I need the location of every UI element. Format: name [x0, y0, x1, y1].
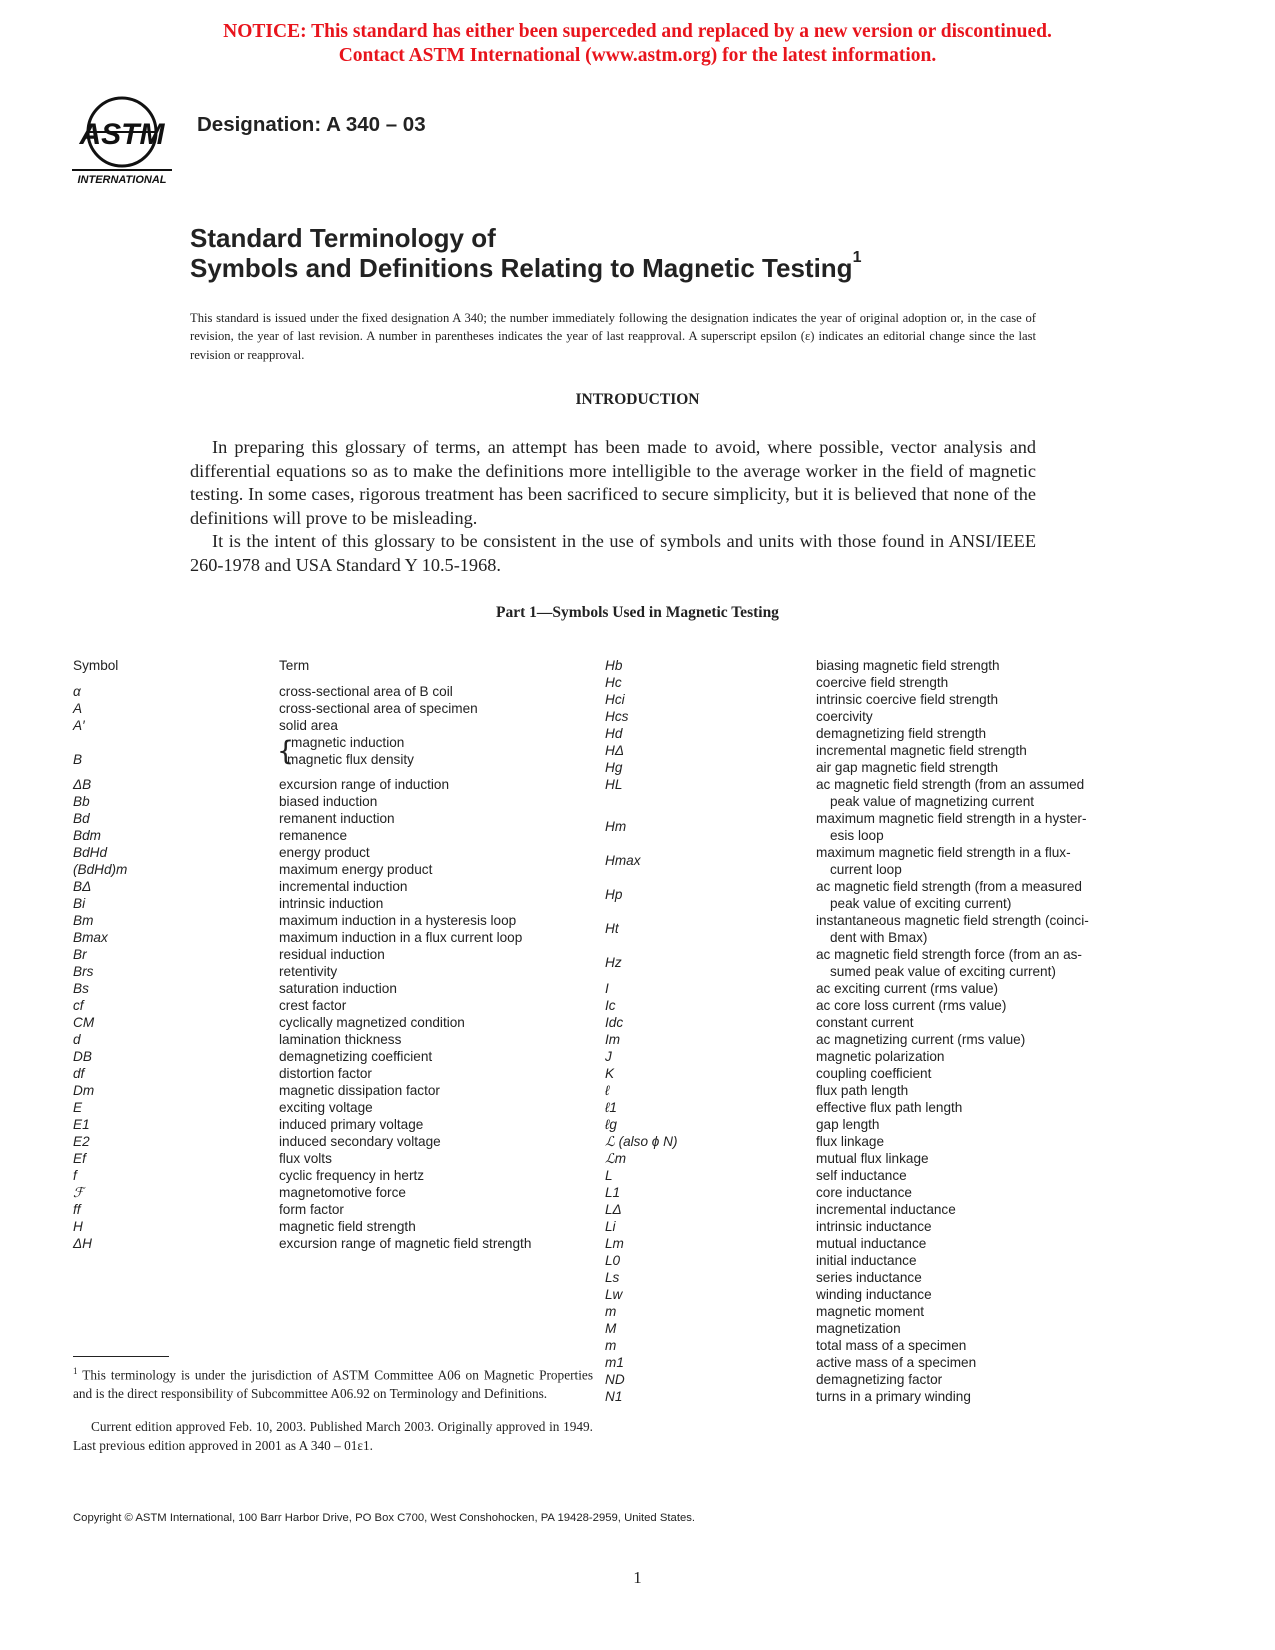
left-term: crest factor: [279, 998, 347, 1013]
intro-p2-text: It is the intent of this glossary to be consistent in the use of symbols and units with those found in ANSI/IEEE 260-1978 and USA Standard Y 10.5-1968.: [190, 531, 1036, 575]
left-symbol: ff: [73, 1202, 81, 1217]
right-term: maximum magnetic field strength in a hyster-: [816, 811, 1087, 826]
left-term: cyclically magnetized condition: [279, 1015, 465, 1030]
right-term-line2: dent with Bmax): [830, 930, 928, 945]
right-term: magnetization: [816, 1321, 901, 1336]
right-symbol: Hcs: [605, 709, 629, 724]
left-symbol: Br: [73, 947, 87, 962]
introduction-paragraph-1: [190, 436, 1036, 530]
left-symbol: (BdHd)m: [73, 862, 128, 877]
right-symbol: Hp: [605, 887, 623, 902]
left-symbol: A′: [73, 718, 85, 733]
symbol-header: Symbol: [73, 658, 119, 673]
right-term: flux path length: [816, 1083, 909, 1098]
title-line-1: Standard Terminology of: [190, 223, 496, 253]
right-symbol: Idc: [605, 1015, 624, 1030]
left-symbol: BdHd: [73, 845, 108, 860]
right-term: intrinsic coercive field strength: [816, 692, 999, 707]
left-term: excursion range of induction: [279, 777, 450, 792]
right-term: active mass of a specimen: [816, 1355, 977, 1370]
right-symbol: ℒ (also ϕ N): [605, 1134, 678, 1149]
left-term: distortion factor: [279, 1066, 372, 1081]
right-term: ac exciting current (rms value): [816, 981, 999, 996]
right-symbol: LΔ: [605, 1202, 622, 1217]
left-term: maximum induction in a hysteresis loop: [279, 913, 517, 928]
left-symbol: A: [73, 701, 83, 716]
left-term: flux volts: [279, 1151, 332, 1166]
right-term: self inductance: [816, 1168, 907, 1183]
right-term: magnetic polarization: [816, 1049, 945, 1064]
right-term: total mass of a specimen: [816, 1338, 967, 1353]
right-term: demagnetizing factor: [816, 1372, 943, 1387]
left-term: induced primary voltage: [279, 1117, 424, 1132]
left-symbol: Brs: [73, 964, 94, 979]
logo-text: ASTM: [79, 118, 165, 151]
left-symbol: Bs: [73, 981, 89, 996]
right-term: incremental inductance: [816, 1202, 956, 1217]
right-term: core inductance: [816, 1185, 912, 1200]
right-term-line2: peak value of exciting current): [830, 896, 1012, 911]
right-term: ac magnetizing current (rms value): [816, 1032, 1026, 1047]
right-term: demagnetizing field strength: [816, 726, 987, 741]
left-term: biased induction: [279, 794, 378, 809]
left-symbol: d: [73, 1032, 81, 1047]
left-symbol: B: [73, 752, 83, 767]
footnote-2: [73, 1418, 593, 1455]
right-term: mutual inductance: [816, 1236, 927, 1251]
right-symbol: m: [605, 1338, 617, 1353]
page-number: 1: [633, 1568, 642, 1587]
right-term: flux linkage: [816, 1134, 885, 1149]
left-term: lamination thickness: [279, 1032, 402, 1047]
left-symbol: f: [73, 1168, 77, 1183]
left-symbol: CM: [73, 1015, 95, 1030]
logo-subtitle: INTERNATIONAL: [77, 174, 167, 186]
left-term: residual induction: [279, 947, 385, 962]
right-term: biasing magnetic field strength: [816, 658, 1000, 673]
left-term: excursion range of magnetic field strength: [279, 1236, 532, 1251]
left-symbol: E2: [73, 1134, 90, 1149]
left-term: incremental induction: [279, 879, 408, 894]
title-line-2-text: Symbols and Definitions Relating to Magnetic Testing: [190, 253, 853, 283]
left-term: magnetic induction: [291, 735, 405, 750]
part1-heading: Part 1—Symbols Used in Magnetic Testing: [496, 604, 779, 621]
copyright: Copyright © ASTM International, 100 Barr Harbor Drive, PO Box C700, West Conshohocken, PA 19428-2959, United States.: [73, 1512, 696, 1524]
footnote-1-text: This terminology is under the jurisdiction of ASTM Committee A06 on Magnetic Properties and is the direct responsibility of Subcommittee A06.92 on Terminology and Definitions.: [73, 1367, 593, 1401]
right-symbol: m: [605, 1304, 617, 1319]
right-symbol: I: [605, 981, 609, 996]
left-term: demagnetizing coefficient: [279, 1049, 433, 1064]
left-symbol: ΔH: [73, 1236, 92, 1251]
right-term: winding inductance: [816, 1287, 932, 1302]
right-symbol: Im: [605, 1032, 621, 1047]
left-symbol: Dm: [73, 1083, 95, 1098]
left-term: cross-sectional area of specimen: [279, 701, 478, 716]
left-symbol: Bi: [73, 896, 86, 911]
left-term-line2: magnetic flux density: [287, 752, 414, 767]
left-symbol: α: [73, 684, 81, 699]
right-symbol: L: [605, 1168, 613, 1183]
left-symbol: E: [73, 1100, 83, 1115]
right-term: series inductance: [816, 1270, 922, 1285]
left-term: magnetic dissipation factor: [279, 1083, 440, 1098]
left-term: saturation induction: [279, 981, 397, 996]
right-symbol: Ht: [605, 921, 619, 936]
right-symbol: Lm: [605, 1236, 624, 1251]
left-term: magnetic field strength: [279, 1219, 416, 1234]
right-term: coercivity: [816, 709, 873, 724]
left-term: maximum energy product: [279, 862, 433, 877]
left-term: remanent induction: [279, 811, 395, 826]
right-term: effective flux path length: [816, 1100, 963, 1115]
right-term: maximum magnetic field strength in a flux-: [816, 845, 1071, 860]
right-symbol: L1: [605, 1185, 621, 1200]
left-symbol: BΔ: [73, 879, 92, 894]
right-term: mutual flux linkage: [816, 1151, 929, 1166]
left-term: solid area: [279, 718, 338, 733]
right-symbol: Ic: [605, 998, 616, 1013]
footnote-2-text: Current edition approved Feb. 10, 2003. Published March 2003. Originally approved in 1949. Last previous edition approved in 2001 as A 340 – 01ε1.: [73, 1419, 593, 1453]
right-term: ac magnetic field strength (from a measured: [816, 879, 1082, 894]
right-symbol: Lw: [605, 1287, 623, 1302]
right-term: incremental magnetic field strength: [816, 743, 1027, 758]
footnote-1-marker: 1: [73, 1366, 78, 1376]
right-symbol: Hg: [605, 760, 623, 775]
right-term-line2: sumed peak value of exciting current): [830, 964, 1056, 979]
left-symbol: Bm: [73, 913, 94, 928]
right-symbol: Hd: [605, 726, 623, 741]
right-symbol: ℓ1: [605, 1100, 617, 1115]
left-symbol: df: [73, 1066, 85, 1081]
left-symbol: E1: [73, 1117, 90, 1132]
left-term: cyclic frequency in hertz: [279, 1168, 425, 1183]
right-symbol: Hmax: [605, 853, 641, 868]
left-symbol: ΔB: [73, 777, 92, 792]
right-term: ac magnetic field strength force (from an as-: [816, 947, 1082, 962]
right-symbol: HΔ: [605, 743, 624, 758]
introduction-heading: INTRODUCTION: [575, 391, 700, 408]
right-term-line2: current loop: [830, 862, 902, 877]
notice-line-2: Contact ASTM International (www.astm.org) for the latest information.: [338, 45, 937, 66]
right-term: magnetic moment: [816, 1304, 925, 1319]
left-symbol: DB: [73, 1049, 92, 1064]
right-symbol: Li: [605, 1219, 616, 1234]
left-term: remanence: [279, 828, 348, 843]
right-symbol: ND: [605, 1372, 625, 1387]
left-symbol: Bb: [73, 794, 90, 809]
left-term: exciting voltage: [279, 1100, 373, 1115]
introduction-paragraph-2: [190, 530, 1036, 577]
right-term-line2: peak value of magnetizing current: [830, 794, 1035, 809]
right-symbol: Hc: [605, 675, 622, 690]
title-footnote-ref: 1: [852, 249, 862, 266]
title-line-2: [190, 249, 862, 284]
left-term: magnetomotive force: [279, 1185, 406, 1200]
right-symbol: Ls: [605, 1270, 620, 1285]
left-term: induced secondary voltage: [279, 1134, 441, 1149]
right-symbol: J: [605, 1049, 612, 1064]
right-symbol: L0: [605, 1253, 621, 1268]
left-term: retentivity: [279, 964, 338, 979]
left-term: form factor: [279, 1202, 344, 1217]
intro-p1-text: In preparing this glossary of terms, an attempt has been made to avoid, where possible, vector analysis and differential equations so as to make the definitions more intelligible to the average worker in the field of magnetic testing. In some cases, rigorous treatment has been sacrificed to secure simplicity, but it is believed that none of the definitions will prove to be misleading.: [190, 437, 1036, 528]
right-term: constant current: [816, 1015, 914, 1030]
right-symbol: ℓg: [605, 1117, 617, 1132]
footnote-separator: [73, 1356, 169, 1357]
right-term: instantaneous magnetic field strength (coinci-: [816, 913, 1089, 928]
right-symbol: M: [605, 1321, 617, 1336]
right-term: ac magnetic field strength (from an assumed: [816, 777, 1085, 792]
left-term: intrinsic induction: [279, 896, 384, 911]
right-symbol: ℓ: [605, 1083, 610, 1098]
left-symbol: Bd: [73, 811, 90, 826]
right-symbol: HL: [605, 777, 623, 792]
right-symbol: Hm: [605, 819, 627, 834]
designation: Designation: A 340 – 03: [197, 113, 426, 136]
right-term: turns in a primary winding: [816, 1389, 971, 1404]
left-term: energy product: [279, 845, 370, 860]
right-symbol: Hz: [605, 955, 622, 970]
right-symbol: ℒm: [605, 1151, 627, 1166]
brace-mark: {: [277, 736, 295, 767]
right-symbol: K: [605, 1066, 615, 1081]
notice-line-1: NOTICE: This standard has either been superceded and replaced by a new version or discontinued.: [223, 21, 1052, 42]
right-term: gap length: [816, 1117, 880, 1132]
right-term-line2: esis loop: [830, 828, 884, 843]
right-term: intrinsic inductance: [816, 1219, 932, 1234]
left-symbol: cf: [73, 998, 84, 1013]
term-header: Term: [279, 658, 310, 673]
right-symbol: N1: [605, 1389, 623, 1404]
left-symbol: Bdm: [73, 828, 101, 843]
right-term: coercive field strength: [816, 675, 949, 690]
right-symbol: Hb: [605, 658, 623, 673]
left-symbol: Bmax: [73, 930, 108, 945]
left-symbol: Ef: [73, 1151, 86, 1166]
right-term: coupling coefficient: [816, 1066, 932, 1081]
left-term: maximum induction in a flux current loop: [279, 930, 523, 945]
right-symbol: Hci: [605, 692, 625, 707]
right-term: ac core loss current (rms value): [816, 998, 1007, 1013]
left-symbol: H: [73, 1219, 83, 1234]
left-term: cross-sectional area of B coil: [279, 684, 453, 699]
issued-statement: This standard is issued under the fixed designation A 340; the number immediately following the designation indicates the year of original adoption or, in the case of revision, the year of last revision. A number in parentheses indicates the year of last reapproval. A superscript epsilon (ε) indicates an editorial change since the last revision or reapproval.: [190, 311, 1036, 362]
left-symbol: ℱ: [73, 1185, 84, 1200]
footnote-1: [73, 1362, 593, 1403]
right-term: air gap magnetic field strength: [816, 760, 999, 775]
right-symbol: m1: [605, 1355, 624, 1370]
right-term: initial inductance: [816, 1253, 917, 1268]
astm-logo: [70, 92, 175, 187]
